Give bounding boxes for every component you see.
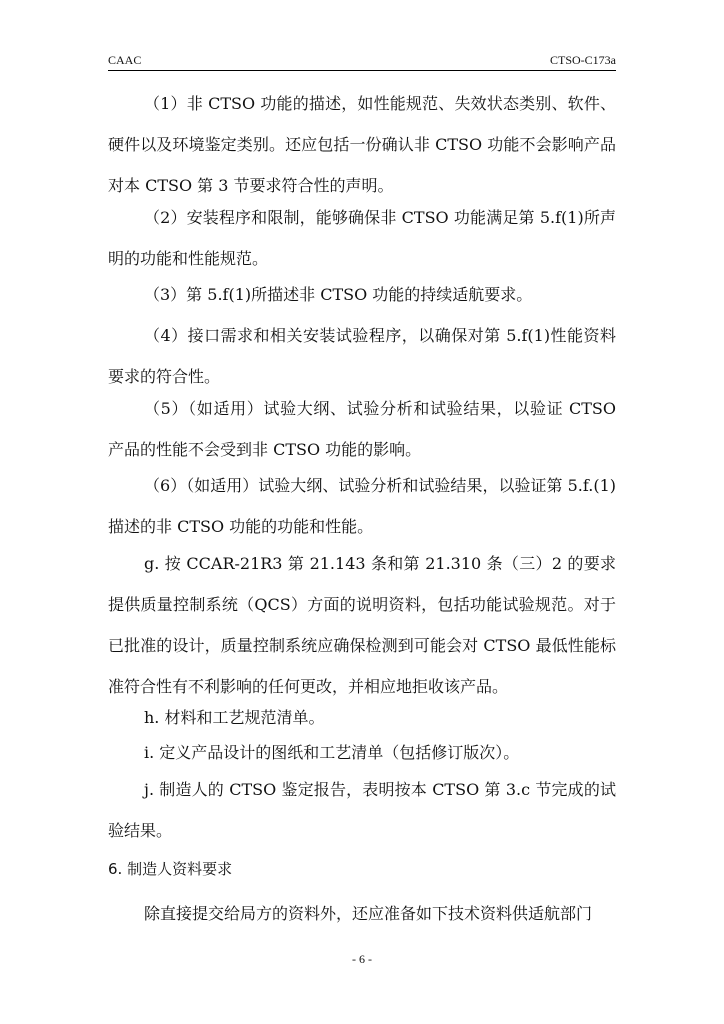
paragraph-j: j. 制造人的 CTSO 鉴定报告，表明按本 CTSO 第 3.c 节完成的试验结果。 [108, 780, 616, 840]
page-header [108, 52, 616, 71]
paragraph-item-3: （3）第 5.f(1)所描述非 CTSO 功能的持续适航要求。 [144, 285, 533, 304]
paragraph-h: h. 材料和工艺规范清单。 [144, 708, 325, 727]
section-heading: 6. 制造人资料要求 [108, 860, 233, 878]
paragraph-item-6: （6）（如适用）试验大纲、试验分析和试验结果，以验证第 5.f.(1)描述的非 CTSO 功能的功能和性能。 [108, 476, 616, 536]
paragraph-item-4: （4）接口需求和相关安装试验程序，以确保对第 5.f(1)性能资料要求的符合性。 [108, 326, 616, 386]
paragraph-item-5: （5）（如适用）试验大纲、试验分析和试验结果，以验证 CTSO 产品的性能不会受到非 CTSO 功能的影响。 [108, 399, 616, 459]
paragraph-item-2: （2）安装程序和限制，能够确保非 CTSO 功能满足第 5.f(1)所声明的功能和性能规范。 [108, 208, 616, 268]
page-number: - 6 - [352, 952, 372, 966]
paragraph-g: g. 按 CCAR-21R3 第 21.143 条和第 21.310 条（三）2 的要求提供质量控制系统（QCS）方面的说明资料，包括功能试验规范。对于已批准的设计，质量控制系统应确保检测到可能会对 CTSO 最低性能标准符合性有不利影响的任何更改，并相应地拒收该产品。 [108, 554, 616, 696]
header-organization: CAAC [108, 53, 142, 67]
paragraph-last: 除直接提交给局方的资料外，还应准备如下技术资料供适航部门 [144, 904, 593, 923]
paragraph-i: i. 定义产品设计的图纸和工艺清单（包括修订版次）。 [144, 743, 520, 762]
paragraph-item-1: （1）非 CTSO 功能的描述，如性能规范、失效状态类别、软件、硬件以及环境鉴定类别。还应包括一份确认非 CTSO 功能不会影响产品对本 CTSO 第 3 节要求符合性的声明。 [108, 94, 616, 195]
header-document-id: CTSO-C173a [550, 53, 616, 67]
